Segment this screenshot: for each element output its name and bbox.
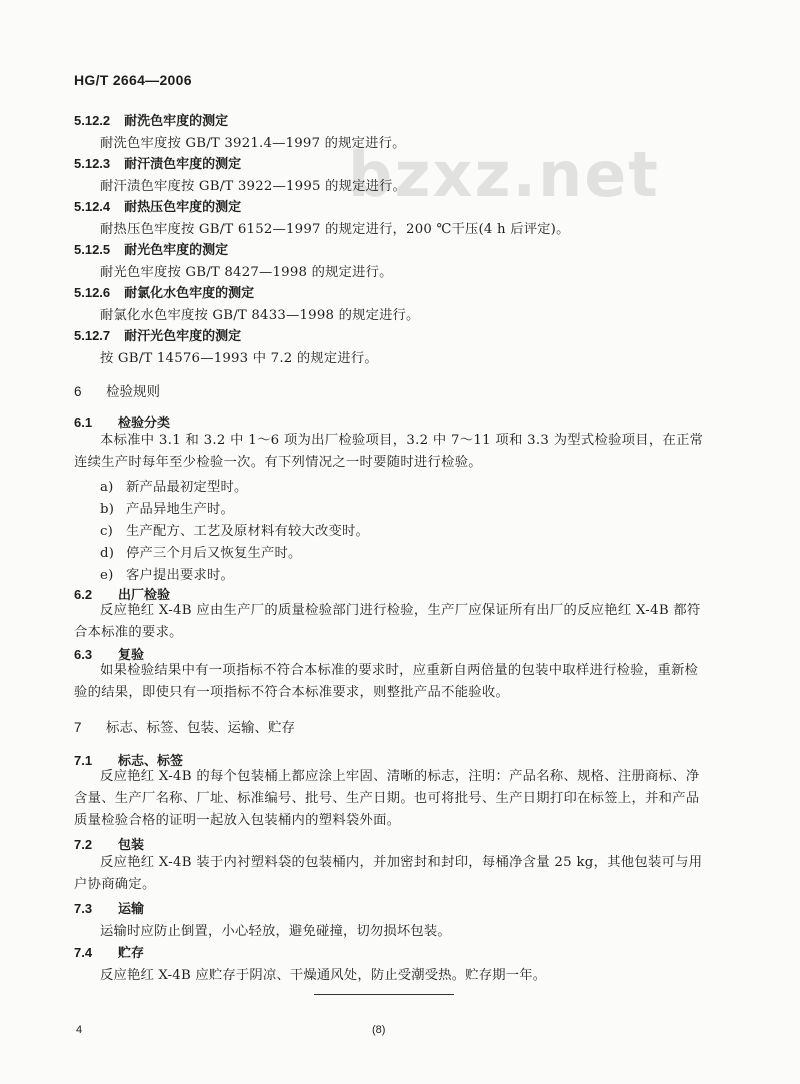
list-item bbox=[100, 520, 369, 539]
list-text: 产品异地生产时。 bbox=[126, 502, 234, 517]
section-5-12-2 bbox=[74, 110, 228, 129]
list-label: a) bbox=[100, 480, 114, 495]
clause-number: 7.2 bbox=[74, 837, 93, 852]
clause-text: 反应艳红 X-4B 应贮存于阴凉、干燥通风处，防止受潮受热。贮存期一年。 bbox=[100, 968, 547, 983]
chapter-title: 检验规则 bbox=[106, 384, 160, 400]
chapter-number: 6 bbox=[74, 384, 82, 399]
clause-paragraph: 反应艳红 X-4B 装于内衬塑料袋的包装桶内，并加密封和封印，每桶净含量 25 kg，其他包装可与用户协商确定。 bbox=[74, 855, 703, 892]
list-item bbox=[100, 564, 234, 583]
clause-text: 耐汗渍色牢度按 GB/T 3922—1995 的规定进行。 bbox=[100, 179, 407, 194]
chapter-title: 标志、标签、包装、运输、贮存 bbox=[106, 720, 295, 736]
end-rule bbox=[314, 994, 454, 995]
list-label: c) bbox=[100, 524, 114, 539]
list-item bbox=[100, 542, 301, 561]
clause-text: 耐光色牢度按 GB/T 8427—1998 的规定进行。 bbox=[100, 265, 393, 280]
clause-number: 6.2 bbox=[74, 587, 93, 602]
clause-paragraph: 如果检验结果中有一项指标不符合本标准的要求时，应重新自两倍量的包装中取样进行检验，重新检验的结果，即使只有一项指标不符合本标准要求，则整批产品不能验收。 bbox=[74, 663, 699, 700]
clause-text: 耐氯化水色牢度按 GB/T 8433—1998 的规定进行。 bbox=[100, 308, 420, 323]
clause-title: 耐热压色牢度的测定 bbox=[124, 200, 242, 215]
clause-title: 耐汗光色牢度的测定 bbox=[124, 329, 242, 344]
clause-title: 复验 bbox=[118, 648, 145, 663]
list-text: 客户提出要求时。 bbox=[126, 568, 234, 583]
list-label: b) bbox=[100, 502, 115, 517]
list-text: 新产品最初定型时。 bbox=[126, 480, 248, 495]
section-7-4 bbox=[74, 942, 144, 961]
clause-text: 运输时应防止倒置，小心轻放，避免碰撞，切勿损坏包装。 bbox=[100, 924, 451, 939]
clause-title: 检验分类 bbox=[118, 416, 171, 431]
chapter-number: 7 bbox=[74, 720, 82, 735]
list-text: 生产配方、工艺及原材料有较大改变时。 bbox=[126, 524, 369, 539]
section-7-2 bbox=[74, 834, 144, 853]
clause-title: 包装 bbox=[118, 838, 145, 853]
clause-title: 耐氯化水色牢度的测定 bbox=[124, 286, 255, 301]
clause-title: 出厂检验 bbox=[118, 588, 171, 603]
clause-paragraph: 反应艳红 X-4B 应由生产厂的质量检验部门进行检验，生产厂应保证所有出厂的反应艳红 X-4B 都符合本标准的要求。 bbox=[74, 603, 701, 640]
clause-number: 6.3 bbox=[74, 647, 93, 662]
list-label: e) bbox=[100, 568, 114, 583]
clause-text: 耐热压色牢度按 GB/T 6152—1997 的规定进行，200 ℃干压(4 h 后评定)。 bbox=[100, 222, 570, 237]
clause-number: 6.1 bbox=[74, 415, 93, 430]
clause-number: 5.12.3 bbox=[74, 156, 111, 171]
clause-title: 耐洗色牢度的测定 bbox=[124, 114, 229, 129]
section-5-12-5 bbox=[74, 239, 228, 258]
section-7-3 bbox=[74, 898, 144, 917]
section-5-12-3 bbox=[74, 153, 241, 172]
list-item bbox=[100, 498, 234, 517]
list-item bbox=[100, 476, 247, 495]
document-code: HG/T 2664—2006 bbox=[74, 72, 192, 88]
watermark: bzxz.net bbox=[348, 138, 660, 211]
clause-text: 按 GB/T 14576—1993 中 7.2 的规定进行。 bbox=[100, 351, 378, 366]
section-5-12-4 bbox=[74, 196, 241, 215]
clause-number: 7.3 bbox=[74, 901, 93, 916]
clause-title: 耐光色牢度的测定 bbox=[124, 243, 229, 258]
sheet-number: (8) bbox=[372, 1024, 386, 1036]
list-text: 停产三个月后又恢复生产时。 bbox=[126, 546, 302, 561]
clause-number: 7.4 bbox=[74, 945, 93, 960]
chapter-6-heading bbox=[74, 380, 160, 400]
clause-number: 5.12.7 bbox=[74, 328, 111, 343]
section-5-12-7 bbox=[74, 325, 241, 344]
clause-paragraph: 本标准中 3.1 和 3.2 中 1～6 项为出厂检验项目，3.2 中 7～11 项和 3.3 为型式检验项目，在正常连续生产时每年至少检验一次。有下列情况之一时要随时进行检验。 bbox=[74, 433, 704, 470]
page-number: 4 bbox=[76, 1024, 83, 1036]
clause-text: 耐洗色牢度按 GB/T 3921.4—1997 的规定进行。 bbox=[100, 136, 406, 151]
clause-number: 5.12.5 bbox=[74, 242, 111, 257]
clause-title: 贮存 bbox=[118, 946, 145, 961]
clause-title: 耐汗渍色牢度的测定 bbox=[124, 157, 242, 172]
clause-number: 5.12.4 bbox=[74, 199, 111, 214]
chapter-7-heading bbox=[74, 716, 295, 736]
clause-title: 标志、标签 bbox=[118, 754, 184, 769]
section-6-1 bbox=[74, 412, 170, 431]
clause-paragraph: 反应艳红 X-4B 的每个包装桶上都应涂上牢固、清晰的标志，注明：产品名称、规格、注册商标、净含量、生产厂名称、厂址、标准编号、批号、生产日期。也可将批号、生产日期打印在标签上，并和产品质量检验合格的证明一起放入包装桶内的塑料袋外面。 bbox=[74, 769, 700, 828]
clause-title: 运输 bbox=[118, 902, 145, 917]
section-5-12-6 bbox=[74, 282, 254, 301]
clause-number: 5.12.6 bbox=[74, 285, 111, 300]
list-label: d) bbox=[100, 546, 115, 561]
clause-number: 7.1 bbox=[74, 753, 93, 768]
clause-number: 5.12.2 bbox=[74, 113, 111, 128]
